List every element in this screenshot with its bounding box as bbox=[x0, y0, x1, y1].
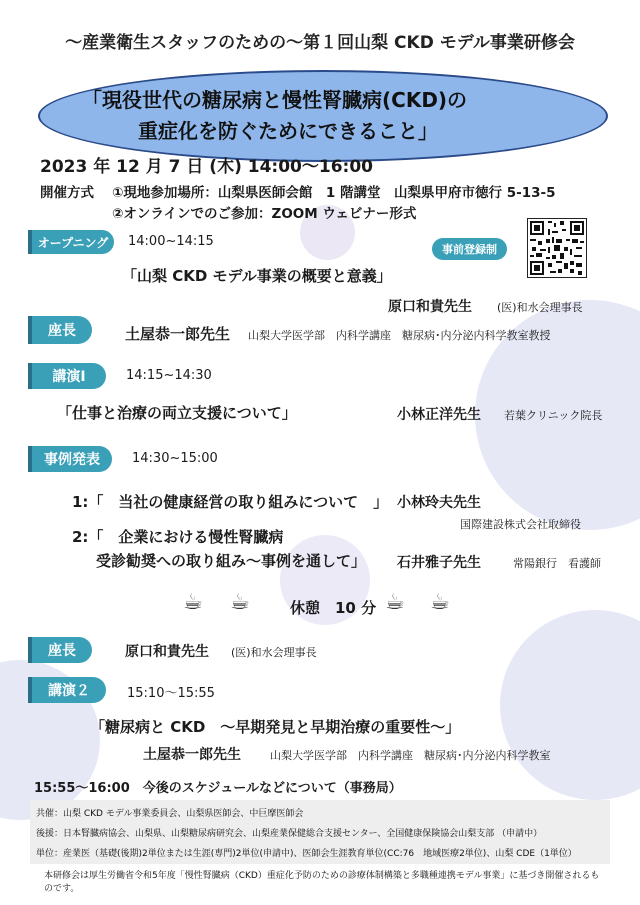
chair1-label: 座長 bbox=[32, 316, 92, 344]
lecture2-label: 講演２ bbox=[32, 677, 106, 703]
lecture2-time: 15:10〜15:55 bbox=[127, 686, 215, 701]
case2-topic-line1: 2:「 企業における慢性腎臓病 bbox=[72, 528, 284, 546]
format-label: 開催方式 bbox=[40, 185, 94, 201]
footer-support: 後援：日本腎臓病協会、山梨県、山梨糖尿病研究会、山梨産業保健総合支援センター、全国健康保険協会山梨支部 （申請中） bbox=[36, 829, 543, 839]
case1-topic: 1:「 当社の健康経営の取り組みについて 」 bbox=[72, 493, 389, 511]
event-date: 2023 年 12 月 7 日 (木) 14:00〜16:00 bbox=[40, 157, 373, 177]
break-text: 休憩 10 分 bbox=[290, 599, 377, 617]
event-title-line1: 「現役世代の糖尿病と慢性腎臓病(CKD)の bbox=[82, 88, 468, 112]
decor-circle-right bbox=[500, 610, 640, 800]
lecture1-topic: 「仕事と治療の両立支援について」 bbox=[57, 404, 297, 422]
qr-code[interactable] bbox=[527, 218, 587, 278]
chair2-label: 座長 bbox=[32, 637, 92, 663]
closing-line: 15:55～16:00 今後のスケジュールなどについて（事務局） bbox=[34, 781, 402, 796]
registration-badge: 事前登録制 bbox=[432, 238, 507, 260]
footer-cohost: 共催：山梨 CKD モデル事業委員会、山梨県医師会、中巨摩医師会 bbox=[36, 809, 304, 819]
coffee-cup-icon: ☕ bbox=[183, 590, 203, 615]
chair2-affiliation: (医)和水会理事長 bbox=[231, 646, 317, 659]
case2-affiliation: 常陽銀行 看護師 bbox=[513, 557, 601, 570]
opening-affiliation: (医)和水会理事長 bbox=[497, 301, 583, 314]
lecture1-label: 講演Ⅰ bbox=[32, 363, 106, 389]
case2-topic-line2: 受診勧奨への取り組み～事例を通して」 bbox=[96, 552, 367, 570]
lecture2-topic: 「糖尿病と CKD ～早期発見と早期治療の重要性～」 bbox=[90, 718, 461, 736]
event-subtitle: 〜産業衛生スタッフのための〜第１回山梨 CKD モデル事業研修会 bbox=[65, 33, 575, 53]
footer-credits: 単位：産業医（基礎(後期)2単位または生涯(専門)2単位(申請中)、医師会生涯教育単位(CC:76 地域医療2単位)、山梨 CDE（1単位） bbox=[36, 849, 577, 859]
footer-note: 本研修会は厚生労働省令和5年度「慢性腎臓病（CKD）重症化予防のための診療体制構築と多職種連携モデル事業」に基づき開催されるものです。 bbox=[44, 871, 600, 894]
format-online: ②オンラインでのご参加：ZOOM ウェビナー形式 bbox=[112, 206, 417, 222]
chair2-name: 原口和貴先生 bbox=[125, 644, 209, 660]
coffee-cup-icon: ☕ bbox=[430, 590, 450, 615]
cases-label: 事例発表 bbox=[32, 446, 112, 472]
lecture1-speaker: 小林正洋先生 bbox=[397, 407, 481, 423]
case1-affiliation: 国際建設株式会社取締役 bbox=[460, 518, 581, 531]
lecture1-time: 14:15~14:30 bbox=[126, 368, 212, 383]
lecture2-affiliation: 山梨大学医学部 内科学講座 糖尿病･内分泌内科学教室 bbox=[270, 749, 551, 762]
format-onsite: ①現地参加場所：山梨県医師会館 1 階講堂 山梨県甲府市徳行 5-13-5 bbox=[112, 185, 556, 201]
coffee-cup-icon: ☕ bbox=[385, 590, 405, 615]
chair1-affiliation: 山梨大学医学部 内科学講座 糖尿病･内分泌内科学教室教授 bbox=[248, 329, 551, 342]
cases-time: 14:30~15:00 bbox=[132, 451, 218, 466]
case1-speaker: 小林玲夫先生 bbox=[397, 495, 481, 511]
opening-label: オープニング bbox=[32, 230, 114, 254]
opening-speaker: 原口和貴先生 bbox=[388, 299, 472, 315]
qr-code-graphic bbox=[528, 219, 586, 277]
coffee-cup-icon: ☕ bbox=[230, 590, 250, 615]
opening-time: 14:00~14:15 bbox=[128, 234, 214, 249]
chair1-name: 土屋恭一郎先生 bbox=[125, 325, 231, 343]
lecture1-affiliation: 若葉クリニック院長 bbox=[504, 409, 603, 422]
lecture2-speaker: 土屋恭一郎先生 bbox=[143, 747, 241, 763]
opening-topic: 「山梨 CKD モデル事業の概要と意義」 bbox=[122, 267, 392, 285]
case2-speaker: 石井雅子先生 bbox=[397, 555, 481, 571]
event-title-line2: 重症化を防ぐためにできること」 bbox=[138, 119, 438, 143]
